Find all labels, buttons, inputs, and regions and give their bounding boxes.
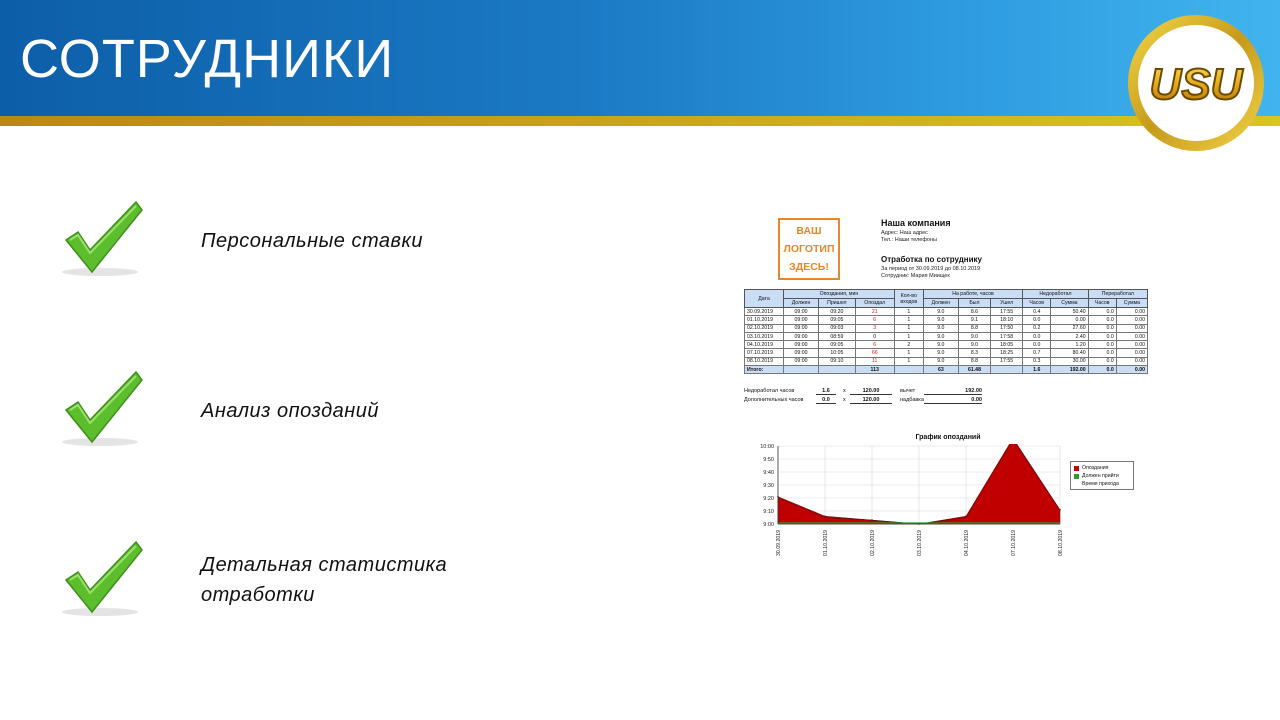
legend-label: Время прихода [1082, 481, 1119, 487]
table-cell: 0.4 [1023, 308, 1051, 316]
table-cell: 10:05 [819, 349, 856, 357]
table-cell: 50.40 [1051, 308, 1088, 316]
table-cell: 6 [855, 341, 894, 349]
x-tick-label: 07.10.2019 [1011, 530, 1017, 556]
table-row [745, 308, 1148, 316]
subheader-cell: Должен [923, 299, 958, 308]
x-tick-label: 03.10.2019 [917, 530, 923, 556]
legend-label: Должен прийти [1082, 473, 1119, 479]
table-cell: 66 [855, 349, 894, 357]
table-cell: 8.8 [958, 357, 990, 365]
total-cell: 1.6 [1023, 366, 1051, 374]
table-cell: 17:50 [991, 324, 1023, 332]
table-cell: 0.0 [1088, 357, 1116, 365]
table-cell: 08.10.2019 [745, 357, 784, 365]
table-cell: 0.0 [1088, 316, 1116, 324]
table-cell: 1 [894, 316, 923, 324]
table-cell: 9.0 [923, 308, 958, 316]
total-cell: 113 [855, 366, 894, 374]
table-cell: 17:58 [991, 332, 1023, 340]
table-cell: 9.1 [958, 316, 990, 324]
table-cell: 0.7 [1023, 349, 1051, 357]
table-cell: 30.00 [1051, 357, 1088, 365]
table-cell: 8.3 [958, 349, 990, 357]
table-cell: 9.0 [923, 332, 958, 340]
subheader-cell: Должен [784, 299, 819, 308]
table-cell: 17:55 [991, 308, 1023, 316]
y-tick-label: 9:40 [763, 470, 774, 476]
report-title: Отработка по сотруднику [881, 255, 983, 264]
y-tick-label: 9:20 [763, 496, 774, 502]
header-entries: Кол-во входов [894, 290, 923, 308]
header-late: Опоздания, мин [784, 290, 895, 299]
table-cell: 0.00 [1116, 357, 1147, 365]
table-cell: 2 [894, 341, 923, 349]
legend-swatch [1074, 478, 1079, 479]
x-tick-label: 04.10.2019 [964, 530, 970, 556]
table-cell: 8.6 [958, 308, 990, 316]
table-cell: 8.8 [958, 324, 990, 332]
checkmark-icon [56, 370, 148, 450]
y-tick-label: 9:30 [763, 483, 774, 489]
table-cell: 2.40 [1051, 332, 1088, 340]
subheader-cell: Часов [1088, 299, 1116, 308]
table-cell: 0.00 [1116, 316, 1147, 324]
calc-hours: 0.0 [816, 397, 836, 404]
table-cell: 03.10.2019 [745, 332, 784, 340]
table-cell: 09:00 [784, 324, 819, 332]
table-cell: 9.0 [923, 316, 958, 324]
table-cell: 09:00 [784, 308, 819, 316]
y-tick-label: 9:00 [763, 522, 774, 528]
subheader-cell: Ушел [991, 299, 1023, 308]
table-cell: 09:03 [819, 324, 856, 332]
table-cell: 09:00 [784, 316, 819, 324]
table-row [745, 332, 1148, 340]
subheader-cell: Пришел [819, 299, 856, 308]
table-cell: 0 [855, 332, 894, 340]
table-cell: 09:05 [819, 341, 856, 349]
total-cell [784, 366, 819, 374]
subheader-cell: Сумма [1116, 299, 1147, 308]
total-cell: 63 [923, 366, 958, 374]
table-cell: 09:00 [784, 332, 819, 340]
x-tick-label: 02.10.2019 [870, 530, 876, 556]
table-cell: 1 [894, 357, 923, 365]
table-cell: 9.0 [923, 324, 958, 332]
table-cell: 0.00 [1116, 341, 1147, 349]
table-cell: 09:20 [819, 308, 856, 316]
table-cell: 9.0 [958, 332, 990, 340]
table-cell: 11 [855, 357, 894, 365]
placeholder-logo: ВАШ ЛОГОТИП ЗДЕСЬ! [778, 218, 840, 280]
header-stripe [0, 116, 1280, 126]
table-cell: 9.0 [958, 341, 990, 349]
calc-sum: 192.00 [924, 388, 982, 395]
legend-label: Опоздания [1082, 465, 1109, 471]
table-cell: 07.10.2019 [745, 349, 784, 357]
table-cell: 04.10.2019 [745, 341, 784, 349]
table-cell: 09:00 [784, 357, 819, 365]
calc-label: Недоработал часов [744, 388, 795, 394]
table-cell: 0.0 [1023, 332, 1051, 340]
table-cell: 0.2 [1023, 324, 1051, 332]
bullet-item [56, 200, 476, 280]
table-cell: 09:00 [784, 349, 819, 357]
header-over: Переработал [1088, 290, 1147, 299]
table-cell: 18:25 [991, 349, 1023, 357]
chart-legend [1070, 461, 1134, 490]
table-cell: 27.60 [1051, 324, 1088, 332]
total-cell [991, 366, 1023, 374]
legend-swatch [1074, 466, 1079, 471]
table-cell: 0.3 [1023, 357, 1051, 365]
table-cell: 0.00 [1116, 332, 1147, 340]
report-period: За период от 30.09.2019 до 08.10.2019 [881, 266, 981, 272]
bullet-text: Детальная статистика отработки [201, 554, 448, 606]
total-cell: 0.0 [1088, 366, 1116, 374]
report-preview [744, 212, 1152, 592]
table-row [745, 324, 1148, 332]
table-cell: 21 [855, 308, 894, 316]
table-cell: 1.20 [1051, 341, 1088, 349]
table-cell: 08:59 [819, 332, 856, 340]
table-cell: 0.0 [1023, 316, 1051, 324]
usu-logo [1126, 13, 1266, 153]
x-tick-label: 30.09.2019 [776, 530, 782, 556]
table-cell: 09:00 [784, 341, 819, 349]
checkmark-icon [56, 200, 148, 280]
table-cell: 17:55 [991, 357, 1023, 365]
table-cell: 6 [855, 316, 894, 324]
table-cell: 9.0 [923, 349, 958, 357]
table-cell: 0.00 [1116, 349, 1147, 357]
calc-row [744, 388, 1004, 397]
total-cell [894, 366, 923, 374]
table-row [745, 357, 1148, 365]
table-cell: 0.00 [1116, 324, 1147, 332]
header-under: Недоработал [1023, 290, 1088, 299]
table-cell: 0.0 [1023, 341, 1051, 349]
table-cell: 1 [894, 332, 923, 340]
table-cell: 0.0 [1088, 308, 1116, 316]
table-cell: 09:10 [819, 357, 856, 365]
table-cell: 80.40 [1051, 349, 1088, 357]
table-cell: 9.0 [923, 341, 958, 349]
y-tick-label: 9:50 [763, 457, 774, 463]
chart-title: График опозданий [915, 434, 981, 441]
calc-x: x [843, 388, 846, 394]
bullet-item [56, 370, 476, 450]
company-name: Наша компания [881, 218, 951, 228]
data-point [824, 515, 826, 517]
subheader-cell: Часов [1023, 299, 1051, 308]
table-row [745, 341, 1148, 349]
bullet-text: Персональные ставки [201, 230, 424, 252]
logo-text: USU [1149, 60, 1243, 109]
total-cell: 0.00 [1116, 366, 1147, 374]
table-cell: 0.0 [1088, 332, 1116, 340]
table-row [745, 316, 1148, 324]
x-tick-label: 08.10.2019 [1058, 530, 1064, 556]
table-cell: 0.0 [1088, 341, 1116, 349]
header-at-work: На работе, часов [923, 290, 1022, 299]
calc-block [744, 388, 1004, 406]
calc-sum: 0.00 [924, 397, 982, 404]
table-total-row [745, 366, 1148, 374]
bullet-text: Анализ опозданий [201, 400, 380, 422]
table-cell: 18:05 [991, 341, 1023, 349]
calc-label: Дополнительных часов [744, 397, 804, 403]
page-title: СОТРУДНИКИ [20, 29, 395, 89]
calc-op: вычет [900, 388, 916, 394]
total-cell: 61.48 [958, 366, 990, 374]
y-tick-label: 9:10 [763, 509, 774, 515]
total-cell: Итого: [745, 366, 784, 374]
table-cell: 18:10 [991, 316, 1023, 324]
table-cell: 9.0 [923, 357, 958, 365]
table-cell: 01.10.2019 [745, 316, 784, 324]
table-cell: 30.09.2019 [745, 308, 784, 316]
calc-row [744, 397, 1004, 406]
calc-rate: 120.00 [850, 397, 892, 404]
table-cell: 09:05 [819, 316, 856, 324]
header-date: Дата [745, 290, 784, 308]
subheader-cell: Опоздал [855, 299, 894, 308]
total-cell: 192.00 [1051, 366, 1088, 374]
subheader-cell: Был [958, 299, 990, 308]
x-tick-label: 01.10.2019 [823, 530, 829, 556]
calc-hours: 1.6 [816, 388, 836, 395]
table-cell: 1 [894, 308, 923, 316]
checkmark-icon [56, 540, 148, 620]
table-cell: 02.10.2019 [745, 324, 784, 332]
bullet-item [56, 540, 476, 620]
table-cell: 0.0 [1088, 324, 1116, 332]
table-row [745, 349, 1148, 357]
y-tick-label: 10:00 [760, 444, 774, 450]
table-cell: 1 [894, 349, 923, 357]
total-cell [819, 366, 856, 374]
table-cell: 1 [894, 324, 923, 332]
table-cell: 0.00 [1116, 308, 1147, 316]
calc-op: надбавка [900, 397, 924, 403]
calc-x: x [843, 397, 846, 403]
company-phone: Тел.: Наши телефоны [881, 237, 937, 243]
company-address: Адрес: Наш адрес [881, 230, 928, 236]
table-cell: 3 [855, 324, 894, 332]
table-cell: 0.00 [1051, 316, 1088, 324]
table-cell: 0.0 [1088, 349, 1116, 357]
report-table [744, 289, 1148, 374]
calc-rate: 120.00 [850, 388, 892, 395]
report-employee: Сотрудник: Мария Миищек [881, 273, 950, 279]
subheader-cell: Сумма [1051, 299, 1088, 308]
